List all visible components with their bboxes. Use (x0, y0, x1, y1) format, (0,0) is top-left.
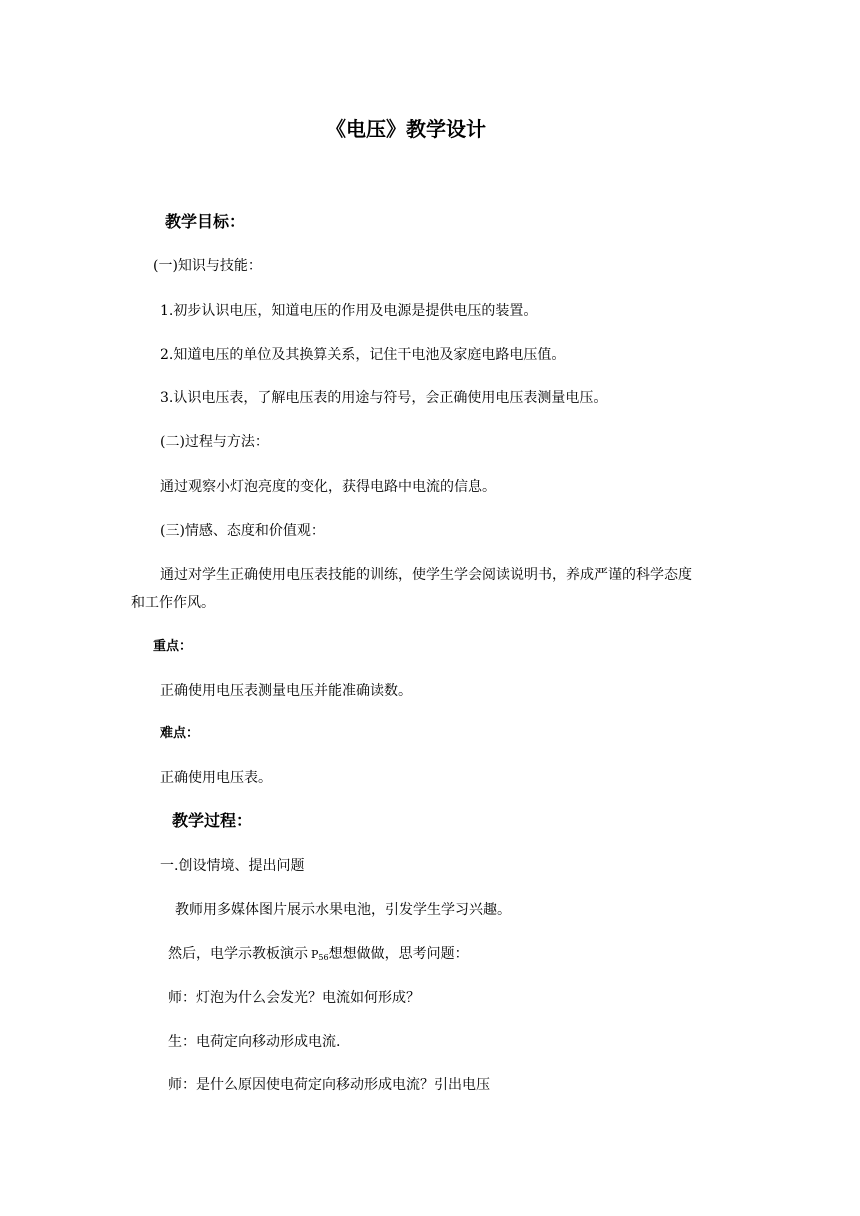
attitude-text-line1: 通过对学生正确使用电压表技能的训练，使学生学会阅读说明书，养成严谨的科学态度 (160, 567, 692, 583)
page-reference (311, 948, 329, 961)
page-letter: P (311, 948, 319, 961)
process-method-heading: (二)过程与方法： (160, 434, 269, 450)
dialog-line: 师：灯泡为什么会发光？电流如何形成？ (168, 990, 420, 1006)
step1-demo-paragraph (168, 944, 469, 968)
attitude-text-line2: 和工作作风。 (131, 595, 215, 611)
dialog-line: 师：是什么原因使电荷定向移动形成电流？引出电压 (168, 1077, 490, 1093)
objective-item: 3.认识电压表，了解电压表的用途与符号，会正确使用电压表测量电压。 (160, 390, 608, 406)
step1-paragraph: 教师用多媒体图片展示水果电池，引发学生学习兴趣。 (175, 902, 511, 918)
step1-heading: 一.创设情境、提出问题 (160, 858, 305, 874)
key-point-text: 正确使用电压表测量电压并能准确读数。 (160, 683, 412, 699)
process-method-text: 通过观察小灯泡亮度的变化，获得电路中电流的信息。 (160, 479, 496, 495)
difficult-point-heading: 难点： (160, 726, 200, 741)
objective-item: 1.初步认识电压，知道电压的作用及电源是提供电压的装置。 (160, 303, 538, 319)
objectives-heading: 教学目标： (165, 212, 246, 231)
knowledge-skills-heading: (一)知识与技能： (153, 258, 262, 274)
teaching-process-heading: 教学过程： (172, 811, 253, 830)
page-number: 56 (318, 953, 329, 962)
difficult-point-text: 正确使用电压表。 (160, 770, 272, 786)
demo-text-after: 想想做做，思考问题： (328, 946, 469, 962)
demo-text-before: 然后，电学示教板演示 (168, 946, 308, 962)
objective-item: 2.知道电压的单位及其换算关系，记住干电池及家庭电路电压值。 (160, 347, 566, 363)
dialog-line: 生：电荷定向移动形成电流. (168, 1034, 341, 1050)
key-point-heading: 重点： (153, 639, 193, 654)
attitude-heading: (三)情感、态度和价值观： (160, 523, 325, 539)
document-title: 《电压》教学设计 (326, 117, 486, 141)
